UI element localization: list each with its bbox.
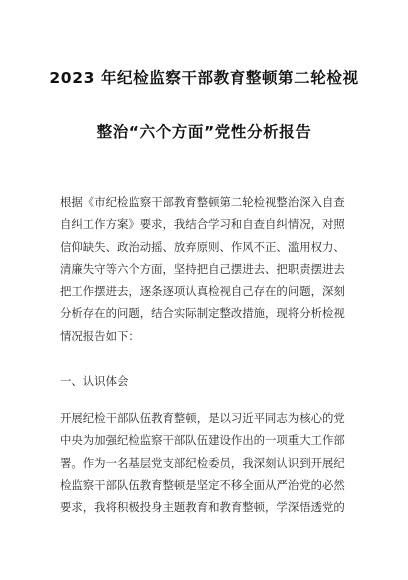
document-title-line-2: 整治“六个方面”党性分析报告 <box>96 123 312 141</box>
paragraph-line: 根据《市纪检监察干部教育整顿第二轮检视整治深入自查 <box>60 195 345 209</box>
paragraph-line: 检监察干部队伍教育整顿是坚定不移全面从严治党的必然 <box>60 477 345 492</box>
paragraph-line: 清廉失守等六个方面，坚持把自己摆进去、把职责摆进去 <box>60 261 345 276</box>
paragraph-line: 署。作为一名基层党支部纪检委员，我深刻认识到开展纪 <box>60 455 345 470</box>
paragraph-line: 分析存在的问题，结合实际制定整改措施，现将分析检视 <box>60 306 345 321</box>
intro-paragraph <box>60 191 360 347</box>
paragraph-line: 开展纪检干部队伍教育整顿，是以习近平同志为核心的党 <box>60 411 345 425</box>
paragraph-line: 要求，我将积极投身主题教育和教育整顿，学深悟透党的 <box>60 500 345 515</box>
paragraph-line: 自纠工作方案》要求，我结合学习和自查自纠情况，对照 <box>60 217 345 232</box>
paragraph-line: 中央为加强纪检监察干部队伍建设作出的一项重大工作部 <box>60 433 345 448</box>
section-heading: 一、认识体会 <box>60 374 129 388</box>
paragraph-line: 情况报告如下： <box>60 328 140 343</box>
section-paragraph <box>60 407 360 518</box>
document-title-line-1: 2023 年纪检监察干部教育整顿第二轮检视 <box>49 69 359 87</box>
paragraph-line: 把工作摆进去，逐条逐项认真检视自己存在的问题，深刻 <box>60 284 345 299</box>
paragraph-line: 信仰缺失、政治动摇、放弃原则、作风不正、滥用权力、 <box>60 239 345 254</box>
